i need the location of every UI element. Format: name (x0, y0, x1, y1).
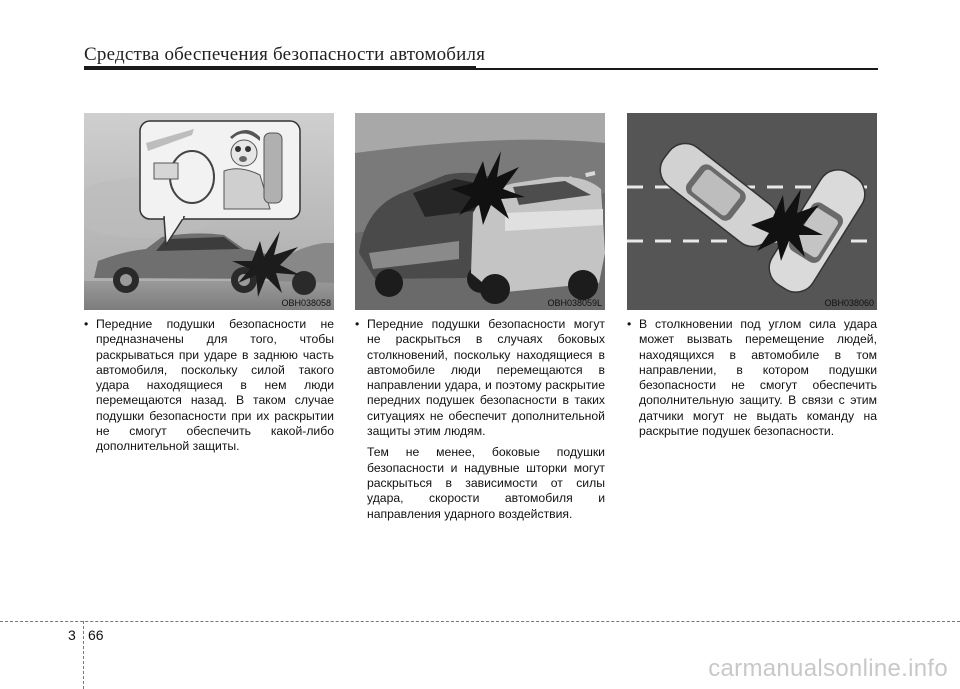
figure-code: OBH038060 (824, 298, 874, 308)
text-column-angled-impact (627, 317, 877, 439)
figure-side-impact (355, 113, 605, 310)
paragraph: • В столкновении под углом сила удара может вызвать перемещение людей, находящихся в автомобиле в том направлении, в котором подушки безопасности не смогут обеспечить дополнительную защиту. В связи с этим датчики могут не выдать команду на раскрытие подушек безопасности. (627, 317, 877, 439)
watermark: carmanualsonline.info (708, 655, 948, 682)
footer-divider (0, 621, 960, 622)
side-impact-illustration (355, 113, 605, 310)
angled-impact-illustration (627, 113, 877, 310)
text-column-rear-impact (84, 317, 334, 455)
header-rule (84, 66, 476, 70)
figure-angled-impact (627, 113, 877, 310)
paragraph: Тем не менее, боковые подушки безопасности и надувные шторки могут раскрыться в зависимости от силы удара, скорости автомобиля и направления ударного воздействия. (367, 445, 605, 521)
chapter-number: 3 (68, 627, 76, 643)
figure-rear-impact (84, 113, 334, 310)
paragraph: • Передние подушки безопасности могут не раскрыться в случаях боковых столкновений, поскольку находящиеся в автомобиле люди перемещаются в направлении удара, и поэтому раскрытие передних подушек безопасности в таких ситуациях не обеспечит дополнительной защиты этим людям. (355, 317, 605, 439)
paragraph: • Передние подушки безопасности не предназначены для того, чтобы раскрываться при ударе в заднюю часть автомобиля, поскольку силой такого удара находящиеся в нем люди перемещаются назад. В таком случае подушки безопасности при их раскрытии не смогут обеспечить какой-либо дополнительной защиты. (84, 317, 334, 455)
footer-vertical-divider (83, 621, 84, 689)
text-column-side-impact (355, 317, 605, 522)
page-number: 66 (88, 627, 104, 643)
figure-code: OBH038059L (547, 298, 602, 308)
header-rule-thin (476, 68, 878, 70)
page-header-title: Средства обеспечения безопасности автомобиля (84, 44, 486, 65)
figure-code: OBH038058 (281, 298, 331, 308)
rear-impact-illustration (84, 113, 334, 310)
